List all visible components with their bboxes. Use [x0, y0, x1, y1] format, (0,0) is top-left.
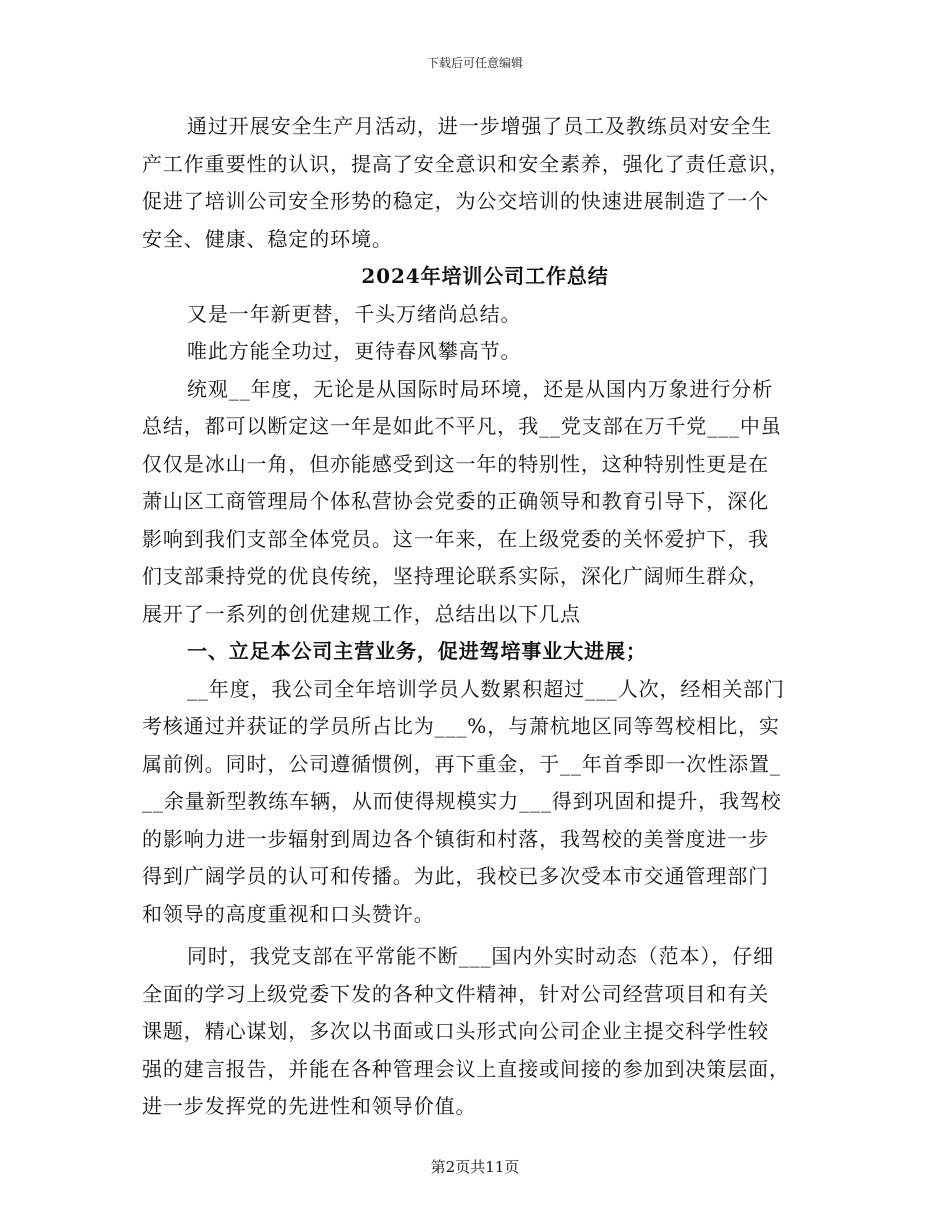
text-line: 进一步发挥党的先进性和领导价值。 — [142, 1094, 477, 1118]
text-line: 属前例。同时，公司遵循惯例，再下重金，于__年首季即一次性添置_ — [142, 751, 781, 776]
text-line: 全面的学习上级党委下发的各种文件精神，针对公司经营项目和有关 — [142, 981, 769, 1006]
document-title: 2024年培训公司工作总结 — [361, 264, 609, 288]
text-line: 课题，精心谋划，多次以书面或口头形式向公司企业主提交科学性较 — [142, 1019, 769, 1043]
text-line: __年度，我公司全年培训学员人数累积超过___人次，经相关部门 — [187, 676, 785, 701]
page-footer: 第2页共11页 — [430, 1158, 520, 1176]
paragraph-1 — [142, 108, 798, 258]
text-line: 考核通过并获证的学员所占比为___%，与萧杭地区同等驾校相比，实 — [142, 714, 780, 738]
text-line: 的影响力进一步辐射到周边各个镇街和村落，我驾校的美誉度进一步 — [142, 826, 769, 851]
text-line: 萧山区工商管理局个体私营协会党委的正确领导和教育引导下，深化 — [142, 489, 769, 513]
text-line: 和领导的高度重视和口头赞许。 — [142, 901, 435, 926]
text-line: 促进了培训公司安全形势的稳定，为公交培训的快速进展制造了一个 — [142, 189, 769, 213]
text-line: 同时，我党支部在平常能不断___国内外实时动态（范本），仔细 — [187, 944, 774, 968]
verse-line-2: 唯此方能全功过，更待春风攀高节。 — [187, 339, 522, 363]
text-line: 统观__年度，无论是从国际时局环境，还是从国内万象进行分析 — [187, 376, 774, 401]
text-line: 得到广阔学员的认可和传播。为此，我校已多次受本市交通管理部门 — [142, 864, 769, 888]
paragraph-4 — [142, 938, 798, 1126]
text-line: 强的建言报告，并能在各种管理会议上直接或间接的参加到决策层面， — [142, 1056, 790, 1081]
text-line: 通过开展安全生产月活动，进一步增强了员工及教练员对安全生 — [187, 114, 773, 138]
verse-line-1: 又是一年新更替，千头万绪尚总结。 — [187, 301, 522, 326]
text-line: 们支部秉持党的优良传统，坚持理论联系实际，深化广阔师生群众， — [142, 564, 769, 588]
text-line: 产工作重要性的认识，提高了安全意识和安全素养，强化了责任意识， — [142, 151, 790, 176]
paragraph-3 — [142, 671, 798, 934]
text-line: 展开了一系列的创优建规工作，总结出以下几点 — [142, 601, 581, 626]
text-line: 总结，都可以断定这一年是如此不平凡，我__党支部在万千党___中虽 — [142, 414, 782, 438]
text-line: 仅仅是冰山一角，但亦能感受到这一年的特别性，这种特别性更是在 — [142, 451, 769, 476]
paragraph-2 — [142, 371, 798, 634]
document-body — [142, 108, 798, 1126]
section-heading-1: 一、立足本公司主营业务，促进驾培事业大进展； — [187, 639, 647, 663]
text-line: 影响到我们支部全体党员。这一年来，在上级党委的关怀爱护下，我 — [142, 526, 769, 551]
header-note: 下载后可任意编辑 — [426, 56, 523, 70]
text-line: __余量新型教练车辆，从而使得规模实力___得到巩固和提升，我驾校 — [142, 789, 782, 813]
text-line: 安全、健康、稳定的环境。 — [142, 226, 393, 251]
